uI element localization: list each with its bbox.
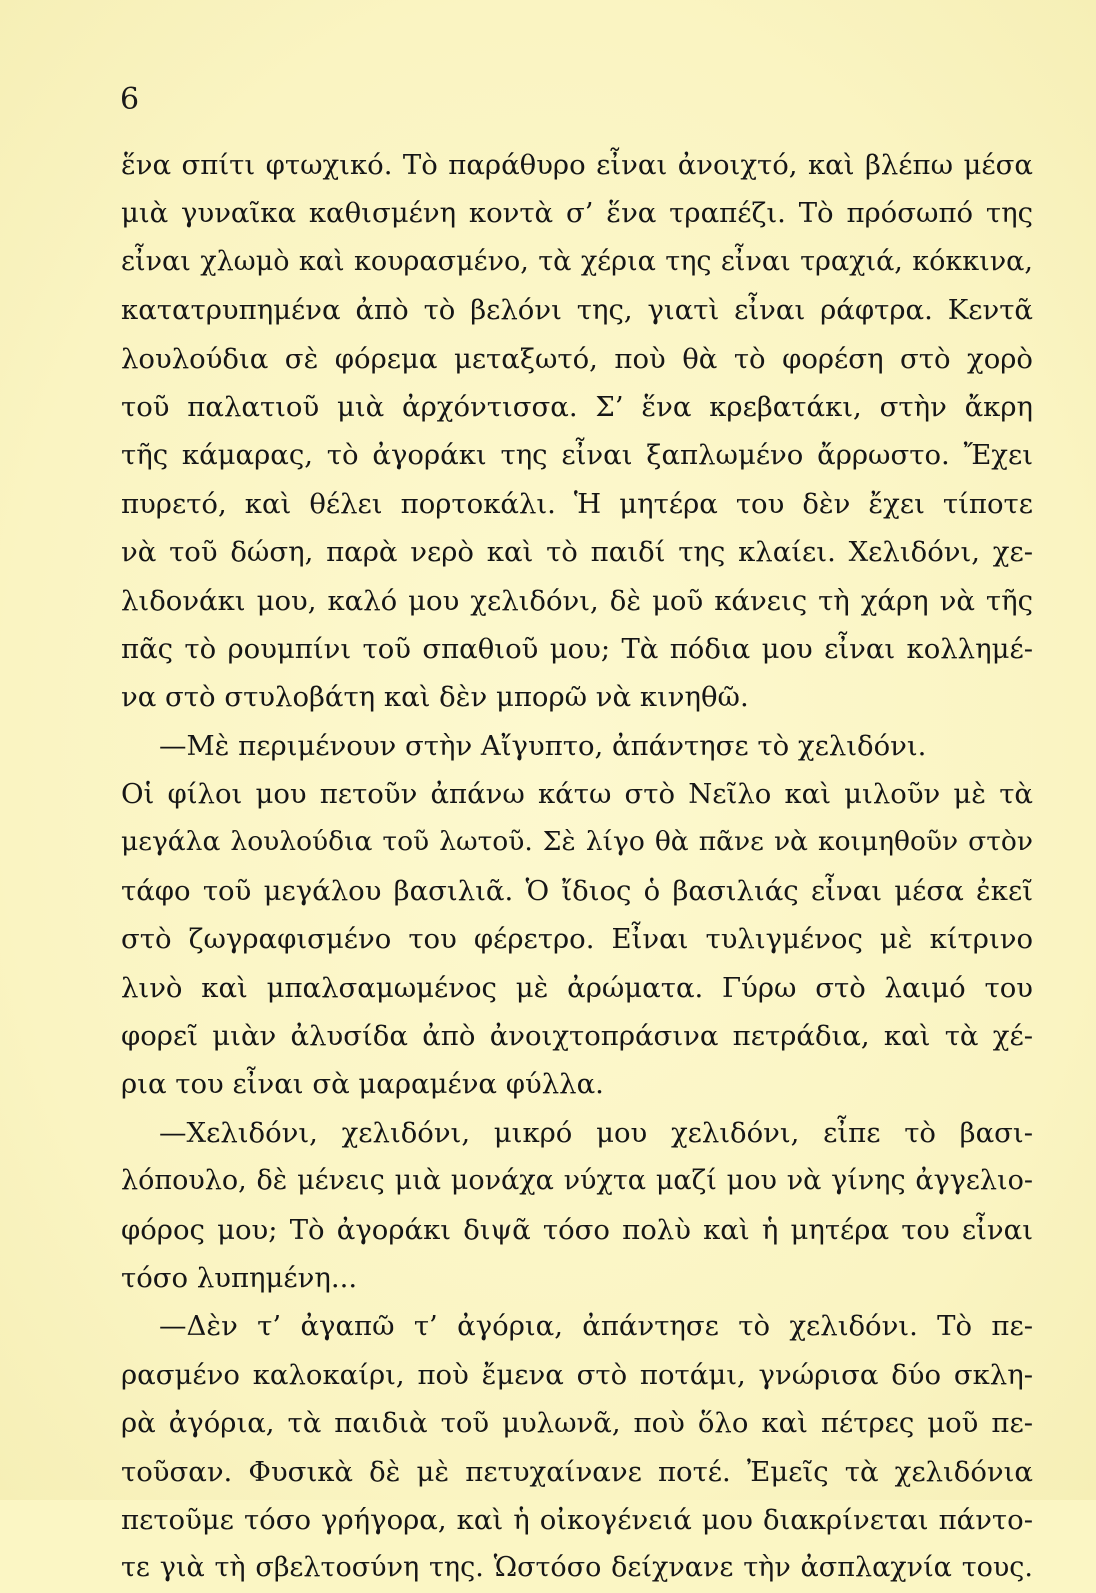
text-line: μιὰ γυναῖκα καθισμένη κοντὰ σ’ ἕνα τραπέζι. Τὸ πρόσωπό της: [121, 197, 1033, 230]
text-line: νὰ τοῦ δώση, παρὰ νερὸ καὶ τὸ παιδί της κλαίει. Χελιδόνι, χε-: [121, 536, 1033, 569]
text-line: κατατρυπημένα ἀπὸ τὸ βελόνι της, γιατὶ εἶναι ράφτρα. Κεντᾶ: [121, 294, 1033, 327]
text-line: εἶναι χλωμὸ καὶ κουρασμένο, τὰ χέρια της εἶναι τραχιά, κόκκινα,: [121, 245, 1033, 277]
text-line: τάφο τοῦ μεγάλου βασιλιᾶ. Ὁ ἴδιος ὁ βασιλιάς εἶναι μέσα ἐκεῖ: [121, 874, 1033, 907]
text-line: Οἱ φίλοι μου πετοῦν ἀπάνω κάτω στὸ Νεῖλο καὶ μιλοῦν μὲ τὰ: [121, 778, 1033, 811]
text-line: τοῦ παλατιοῦ μιὰ ἀρχόντισσα. Σ’ ἕνα κρεβατάκι, στὴν ἄκρη: [121, 390, 1033, 423]
text-line: φορεῖ μιὰν ἀλυσίδα ἀπὸ ἀνοιχτοπράσινα πετράδια, καὶ τὰ χέ-: [121, 1020, 1033, 1053]
text-line: μεγάλα λουλούδια τοῦ λωτοῦ. Σὲ λίγο θὰ πᾶνε νὰ κοιμηθοῦν στὸν: [121, 826, 1033, 858]
text-line: τόσο λυπημένη...: [121, 1261, 358, 1294]
text-line: ἕνα σπίτι φτωχικό. Τὸ παράθυρο εἶναι ἀνοιχτό, καὶ βλέπω μέσα: [121, 149, 1033, 181]
text-line: τῆς κάμαρας, τὸ ἀγοράκι της εἶναι ξαπλωμένο ἄρρωστο. Ἔχει: [121, 439, 1033, 472]
text-line: στὸ ζωγραφισμένο του φέρετρο. Εἶναι τυλιγμένος μὲ κίτρινο: [121, 923, 1033, 956]
text-line: —Δὲν τ’ ἀγαπῶ τ’ ἀγόρια, ἀπάντησε τὸ χελιδόνι. Τὸ πε-: [159, 1310, 1033, 1343]
text-line: λόπουλο, δὲ μένεις μιὰ μονάχα νύχτα μαζί μου νὰ γίνης ἀγγελιο-: [121, 1165, 1033, 1197]
text-line: —Χελιδόνι, χελιδόνι, μικρό μου χελιδόνι, εἶπε τὸ βασι-: [159, 1116, 1033, 1149]
text-line: ρασμένο καλοκαίρι, ποὺ ἔμενα στὸ ποτάμι, γνώρισα δύο σκλη-: [121, 1358, 1033, 1391]
text-line: πᾶς τὸ ρουμπίνι τοῦ σπαθιοῦ μου; Τὰ πόδια μου εἶναι κολλημέ-: [121, 632, 1033, 665]
text-line: —Μὲ περιμένουν στὴν Αἴγυπτο, ἀπάντησε τὸ χελιδόνι.: [159, 729, 927, 762]
text-line: πετοῦμε τόσο γρήγορα, καὶ ἡ οἰκογένειά μου διακρίνεται πάντο-: [121, 1503, 1033, 1536]
text-line: λιδονάκι μου, καλό μου χελιδόνι, δὲ μοῦ κάνεις τὴ χάρη νὰ τῆς: [121, 584, 1033, 617]
text-line: τοῦσαν. Φυσικὰ δὲ μὲ πετυχαίνανε ποτέ. Ἐμεῖς τὰ χελιδόνια: [121, 1455, 1033, 1488]
text-line: ρια του εἶναι σὰ μαραμένα φύλλα.: [121, 1068, 604, 1101]
text-line: πυρετό, καὶ θέλει πορτοκάλι. Ἡ μητέρα του δὲν ἔχει τίποτε: [121, 487, 1033, 520]
text-line: τε γιὰ τὴ σβελτοσύνη της. Ὡστόσο δείχνανε τὴν ἀσπλαχνία τους.: [121, 1552, 1033, 1584]
text-line: λινὸ καὶ μπαλσαμωμένος μὲ ἀρώματα. Γύρω στὸ λαιμό του: [121, 971, 1033, 1004]
page-number: 6: [120, 82, 140, 117]
text-line: ρὰ ἀγόρια, τὰ παιδιὰ τοῦ μυλωνᾶ, ποὺ ὅλο καὶ πέτρες μοῦ πε-: [121, 1407, 1033, 1440]
text-line: να στὸ στυλοβάτη καὶ δὲν μπορῶ νὰ κινηθῶ.: [121, 681, 749, 714]
body-text: [121, 141, 1033, 1593]
text-line: φόρος μου; Τὸ ἀγοράκι διψᾶ τόσο πολὺ καὶ ἡ μητέρα του εἶναι: [121, 1213, 1033, 1246]
text-line: λουλούδια σὲ φόρεμα μεταξωτό, ποὺ θὰ τὸ φορέση στὸ χορὸ: [121, 342, 1033, 375]
